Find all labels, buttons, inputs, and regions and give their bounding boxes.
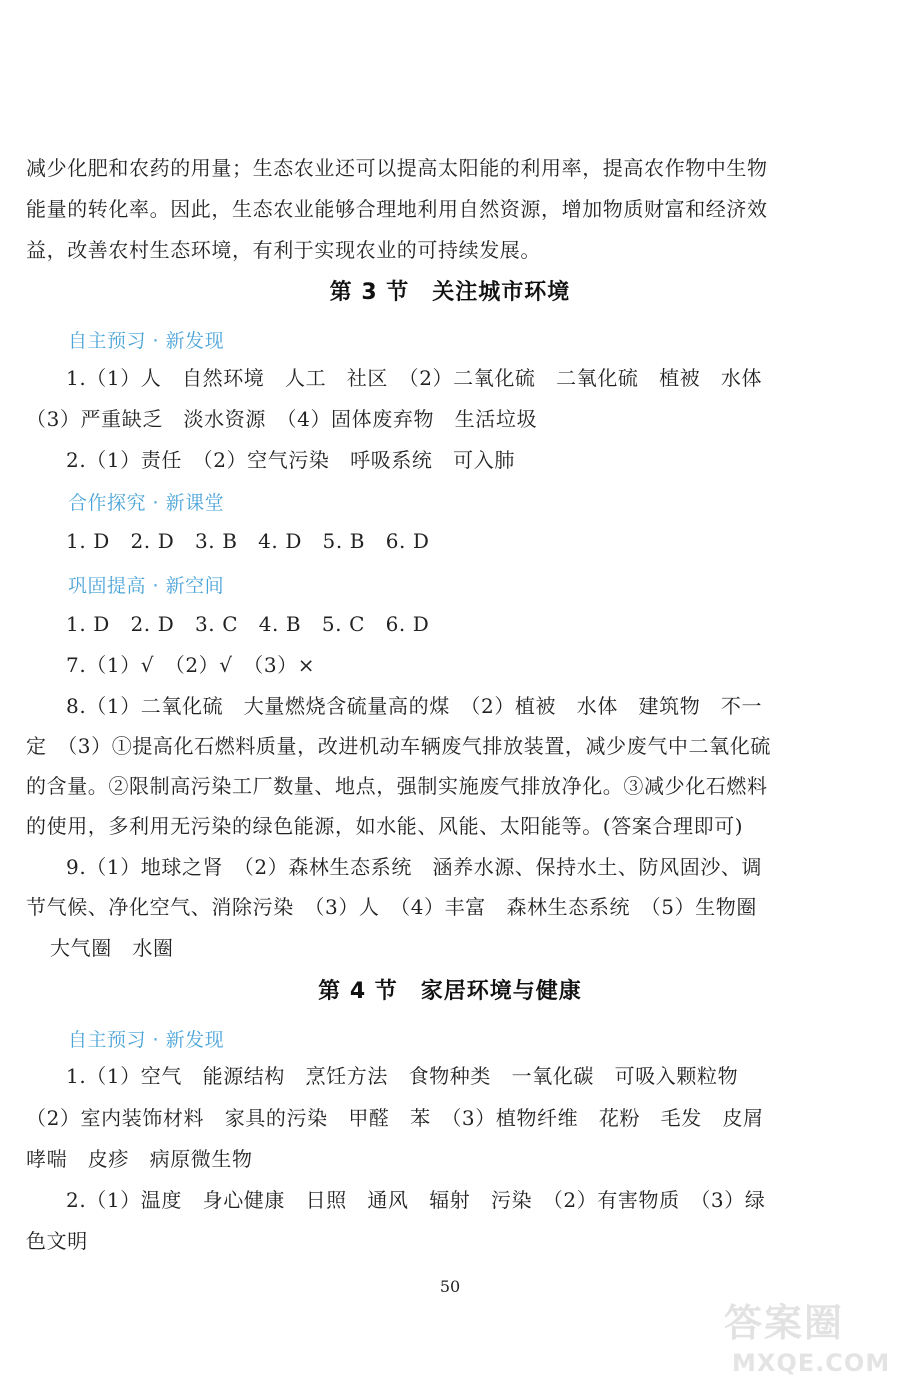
section-heading: 自主预习 · 新发现 [68,330,225,352]
answer-line: 1. D 2. D 3. C 4. B 5. C 6. D [66,612,430,636]
answer-line: 1.（1）空气 能源结构 烹饪方法 食物种类 一氧化碳 可吸入颗粒物 [66,1064,739,1088]
answer-line: 1. D 2. D 3. B 4. D 5. B 6. D [66,529,430,553]
answer-line: （3）严重缺乏 淡水资源 （4）固体废弃物 生活垃圾 [26,407,538,431]
watermark-url-text: MXQE.COM [732,1349,891,1377]
answer-line: 的使用，多利用无污染的绿色能源，如水能、风能、太阳能等。(答案合理即可) [26,814,744,838]
answer-line: 9.（1）地球之肾 （2）森林生态系统 涵养水源、保持水土、防风固沙、调 [66,855,763,879]
intro-line: 益，改善农村生态环境，有利于实现农业的可持续发展。 [26,238,541,262]
answer-line: 节气候、净化空气、消除污染 （3）人 （4）丰富 森林生态系统 （5）生物圈 [26,895,757,919]
section-heading: 巩固提高 · 新空间 [68,575,225,597]
page-number: 50 [439,1277,461,1296]
answer-line: 哮喘 皮疹 病原微生物 [26,1147,253,1171]
answer-line: 定 （3）①提高化石燃料质量，改进机动车辆废气排放装置，减少废气中二氧化硫 [26,734,771,758]
watermark-logo [722,1300,892,1384]
answer-line: （2）室内装饰材料 家具的污染 甲醛 苯 （3）植物纤维 花粉 毛发 皮屑 [26,1106,764,1130]
answer-line: 1.（1）人 自然环境 人工 社区 （2）二氧化硫 二氧化硫 植被 水体 [66,366,763,390]
intro-line: 减少化肥和农药的用量；生态农业还可以提高太阳能的利用率，提高农作物中生物 [26,156,768,180]
answer-line: 7.（1）√ （2）√ （3）× [66,653,316,677]
answer-line: 的含量。②限制高污染工厂数量、地点，强制实施废气排放净化。③减少化石燃料 [26,774,768,798]
answer-line: 色文明 [26,1229,88,1253]
watermark-logo-text: 答案圈 [724,1301,845,1345]
intro-line: 能量的转化率。因此，生态农业能够合理地利用自然资源，增加物质财富和经济效 [26,197,768,221]
section-title: 第 3 节 关注城市环境 [329,280,571,305]
answer-line: 2.（1）责任 （2）空气污染 呼吸系统 可入肺 [66,448,515,472]
section-title: 第 4 节 家居环境与健康 [318,979,582,1004]
answer-line: 2.（1）温度 身心健康 日照 通风 辐射 污染 （2）有害物质 （3）绿 [66,1188,766,1212]
answer-line: 8.（1）二氧化硫 大量燃烧含硫量高的煤 （2）植被 水体 建筑物 不一 [66,694,763,718]
section-heading: 合作探究 · 新课堂 [68,492,225,514]
answer-line: 大气圈 水圈 [50,936,174,960]
section-heading: 自主预习 · 新发现 [68,1029,225,1051]
